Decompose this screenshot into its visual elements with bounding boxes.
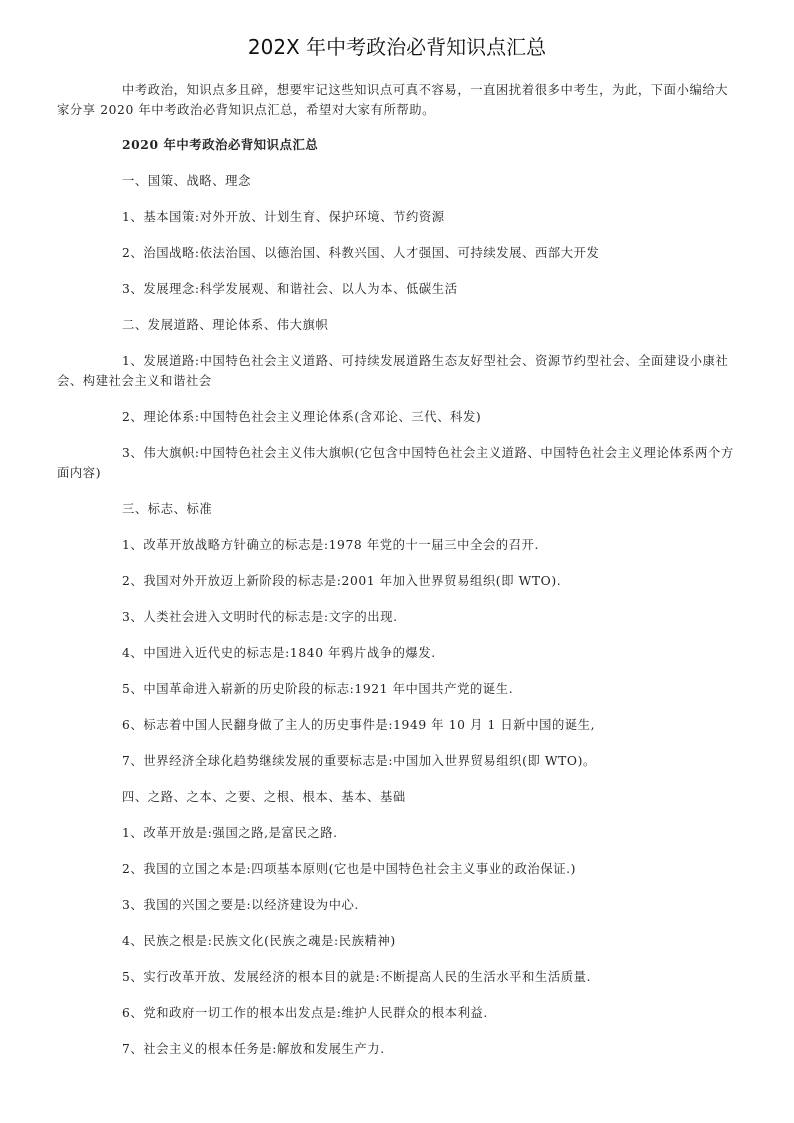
section-heading: 2020 年中考政治必背知识点汇总 bbox=[122, 137, 319, 152]
paragraph: 4、中国进入近代史的标志是:1840 年鸦片战争的爆发. bbox=[122, 646, 436, 660]
paragraph: 7、世界经济全球化趋势继续发展的重要标志是:中国加入世界贸易组织(即 WTO)。 bbox=[122, 754, 596, 768]
paragraph: 4、民族之根是:民族文化(民族之魂是:民族精神) bbox=[122, 934, 396, 948]
paragraph: 四、之路、之本、之要、之根、根本、基本、基础 bbox=[122, 790, 406, 804]
paragraph: 7、社会主义的根本任务是:解放和发展生产力. bbox=[122, 1042, 385, 1056]
paragraph: 3、人类社会进入文明时代的标志是:文字的出现. bbox=[122, 610, 398, 624]
paragraph: 5、实行改革开放、发展经济的根本目的就是:不断提高人民的生活水平和生活质量. bbox=[122, 970, 592, 984]
paragraph: 1、发展道路:中国特色社会主义道路、可持续发展道路生态友好型社会、资源节约型社会、全面建设小康社会、构建社会主义和谐社会 bbox=[57, 354, 729, 388]
paragraph: 5、中国革命进入崭新的历史阶段的标志:1921 年中国共产党的诞生. bbox=[122, 682, 514, 696]
paragraph: 1、基本国策:对外开放、计划生育、保护环境、节约资源 bbox=[122, 210, 445, 224]
paragraph: 2、我国对外开放迈上新阶段的标志是:2001 年加入世界贸易组织(即 WTO). bbox=[122, 574, 562, 588]
paragraph: 2、理论体系:中国特色社会主义理论体系(含邓论、三代、科发) bbox=[122, 410, 482, 424]
paragraph: 一、国策、战略、理念 bbox=[122, 174, 251, 188]
paragraph: 二、发展道路、理论体系、伟大旗帜 bbox=[122, 318, 329, 332]
paragraph: 1、改革开放战略方针确立的标志是:1978 年党的十一届三中全会的召开. bbox=[122, 538, 539, 552]
document-title: 202X 年中考政治必背知识点汇总 bbox=[247, 35, 547, 59]
document-body bbox=[57, 80, 741, 1075]
paragraph: 6、党和政府一切工作的根本出发点是:维护人民群众的根本利益. bbox=[122, 1006, 488, 1020]
intro-paragraph: 中考政治，知识点多且碎，想要牢记这些知识点可真不容易，一直困扰着很多中考生，为此，下面小编给大家分享 2020 年中考政治必背知识点汇总，希望对大家有所帮助。 bbox=[57, 83, 729, 117]
paragraph: 6、标志着中国人民翻身做了主人的历史事件是:1949 年 10 月 1 日新中国的诞生, bbox=[122, 718, 596, 732]
paragraph: 3、发展理念:科学发展观、和谐社会、以人为本、低碳生活 bbox=[122, 282, 458, 296]
paragraph: 3、我国的兴国之要是:以经济建设为中心. bbox=[122, 898, 359, 912]
paragraph: 三、标志、标准 bbox=[122, 502, 213, 516]
paragraph: 3、伟大旗帜:中国特色社会主义伟大旗帜(它包含中国特色社会主义道路、中国特色社会主义理论体系两个方面内容) bbox=[57, 446, 734, 480]
paragraph: 2、我国的立国之本是:四项基本原则(它也是中国特色社会主义事业的政治保证.) bbox=[122, 862, 577, 876]
paragraph: 1、改革开放是:强国之路,是富民之路. bbox=[122, 826, 338, 840]
paragraph: 2、治国战略:依法治国、以德治国、科教兴国、人才强国、可持续发展、西部大开发 bbox=[122, 246, 600, 260]
